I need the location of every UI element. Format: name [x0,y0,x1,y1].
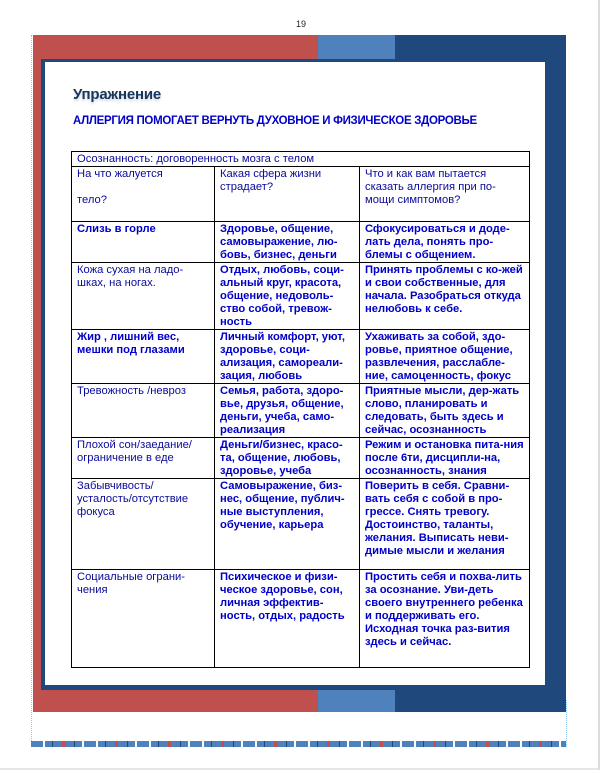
sphere-cell: Здоровье, общение, самовыражение, лю-бовь, бизнес, деньги [215,222,360,263]
frame-light-blue-top [318,35,395,59]
exercise-subtitle: АЛЛЕРГИЯ ПОМОГАЕТ ВЕРНУТЬ ДУХОВНОЕ И ФИЗИЧЕСКОЕ ЗДОРОВЬЕ [73,115,477,127]
message-cell: Режим и остановка пита-ния после 6ти, дисципли-на, осознанность, знания [360,438,530,479]
table-row [72,222,530,263]
exercise-heading: Упражнение [73,86,161,103]
complaint-cell: Забывчивость/ усталость/отсутствие фокуса [72,479,215,570]
message-cell: Приятные мысли, дер-жать слово, планировать и следовать, быть здесь и сейчас, осознанность [360,384,530,438]
message-cell: Сфокусироваться и доде-лать дела, понять про-блемы с общением. [360,222,530,263]
header-sphere: Какая сфера жизни страдает? [215,167,360,222]
complaint-cell: Социальные ограни-чения [72,570,215,668]
sphere-cell: Семья, работа, здоро-вье, друзья, общение, деньги, учеба, само-реализация [215,384,360,438]
sphere-cell: Отдых, любовь, соци-альный круг, красота, общение, недоволь-ство собой, тревож-ность [215,263,360,330]
table-row [72,438,530,479]
message-cell: Простить себя и похва-лить за осознание. Уви-деть своего внутреннего ребенка и поддерживать его. Исходная точка раз-вития здесь и сейчас. [360,570,530,668]
sphere-cell: Самовыражение, биз-нес, общение, публич-ные выступления, обучение, карьера [215,479,360,570]
page-number: 19 [295,19,306,29]
complaint-cell: Тревожность /невроз [72,384,215,438]
sphere-cell: Личный комфорт, уют, здоровье, соци-ализация, самореали-зация, любовь [215,330,360,384]
table-title: Осознанность: договоренность мозга с телом [72,152,530,167]
table-row [72,479,530,570]
table-row [72,330,530,384]
margin-guide-right [566,700,567,747]
sphere-cell: Психическое и физи-ческое здоровье, сон, личная эффектив-ность, отдых, радость [215,570,360,668]
message-cell: Принять проблемы с ко-жей и свои собственные, для начала. Разобраться откуда нелюбовь к себе. [360,263,530,330]
message-cell: Поверить в себя. Сравни-вать себя с собой в про-грессе. Снять тревогу. Достоинство, таланты, желания. Выписать неви-димые мысли и желания [360,479,530,570]
decorative-dash-strip [31,741,566,747]
frame-light-blue-bottom [318,690,395,712]
header-complaint-line2: тело? [77,194,107,206]
header-complaint-line1: На что жалуется [77,168,163,180]
complaint-cell: Слизь в горле [72,222,215,263]
table-header-row [72,167,530,222]
margin-guide-left [31,35,32,747]
complaint-cell: Плохой сон/заедание/ ограничение в еде [72,438,215,479]
table-title-row [72,152,530,167]
table-row [72,570,530,668]
table-row [72,384,530,438]
complaint-cell: Жир , лишний вес, мешки под глазами [72,330,215,384]
table-row [72,263,530,330]
header-complaint [72,167,215,222]
symptom-table [71,151,530,668]
message-cell: Ухаживать за собой, здо-ровье, приятное общение, развлечения, расслабле-ние, самоценность, фокус [360,330,530,384]
header-message: Что и как вам пытается сказать аллергия при по-мощи симптомов? [360,167,530,222]
sphere-cell: Деньги/бизнес, красо-та, общение, любовь, здоровье, учеба [215,438,360,479]
complaint-cell: Кожа сухая на ладо-шках, на ногах. [72,263,215,330]
